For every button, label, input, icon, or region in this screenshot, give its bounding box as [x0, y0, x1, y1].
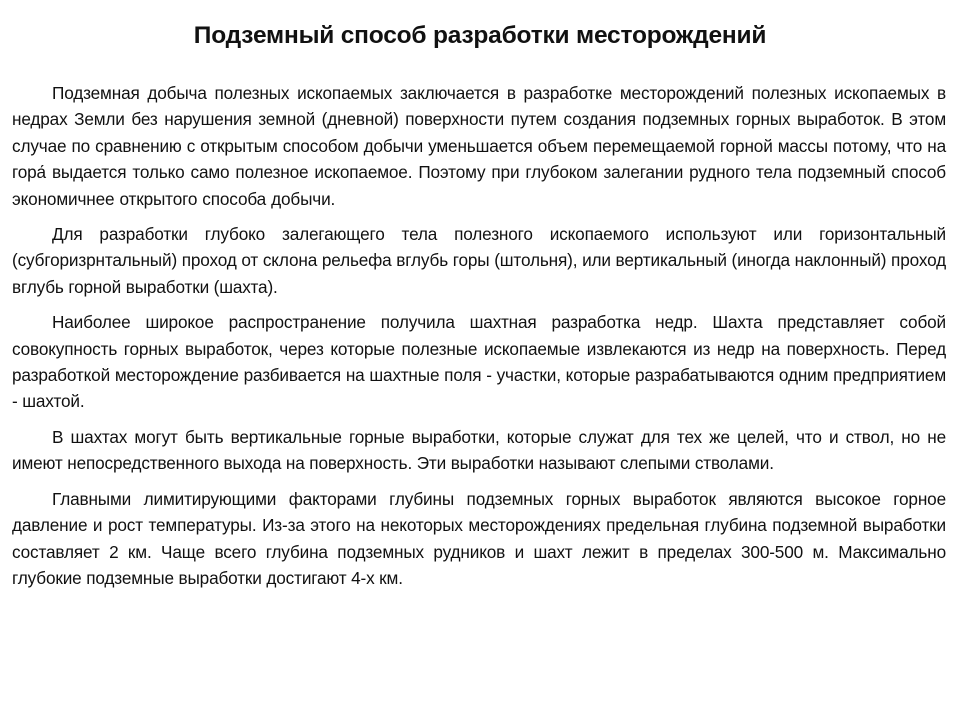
paragraph-depth-limits: Главными лимитирующими факторами глубины подземных горных выработок являются высокое горное давление и рост температуры. Из-за этого на некоторых месторождениях предельная глубина подземной выработки составляет 2 км. Чаще всего глубина подземных рудников и шахт лежит в пределах 300-500 м. Максимально глубокие подземные выработки достигают 4-х км. — [12, 488, 946, 588]
paragraph-blind-shafts: В шахтах могут быть вертикальные горные выработки, которые служат для тех же целей, что и ствол, но не имеют непосредственного выхода на поверхность. Эти выработки называют слепыми стволами. — [12, 426, 946, 474]
paragraph-underground-mining-definition: Подземная добыча полезных ископаемых заключается в разработке месторождений полезных ископаемых в недрах Земли без нарушения земной (дневной) поверхности путем создания подземных горных выработок. В этом случае по сравнению с открытым способом добычи уменьшается объем перемещаемой горной массы потому, что на гора́ выдается только само полезное ископаемое. Поэтому при глубоком залегании рудного тела подземный способ экономичнее открытого способа добычи. — [12, 83, 946, 209]
page-title: Подземный способ разработки месторождений — [193, 22, 767, 49]
paragraph-adit-and-shaft: Для разработки глубоко залегающего тела полезного ископаемого используют или горизонтальный (субгоризрнтальный) проход от склона рельефа вглубь горы (штольня), или вертикальный (иногда наклонный) проход вглубь горной выработки (шахта). — [12, 224, 946, 297]
text-body — [12, 80, 946, 591]
paragraph-shaft-mining: Наиболее широкое распространение получила шахтная разработка недр. Шахта представляет собой совокупность горных выработок, через которые полезные ископаемые извлекаются из недр на поверхность. Перед разработкой месторождение разбивается на шахтные поля - участки, которые разрабатываются одним предприятием - шахтой. — [12, 312, 946, 412]
